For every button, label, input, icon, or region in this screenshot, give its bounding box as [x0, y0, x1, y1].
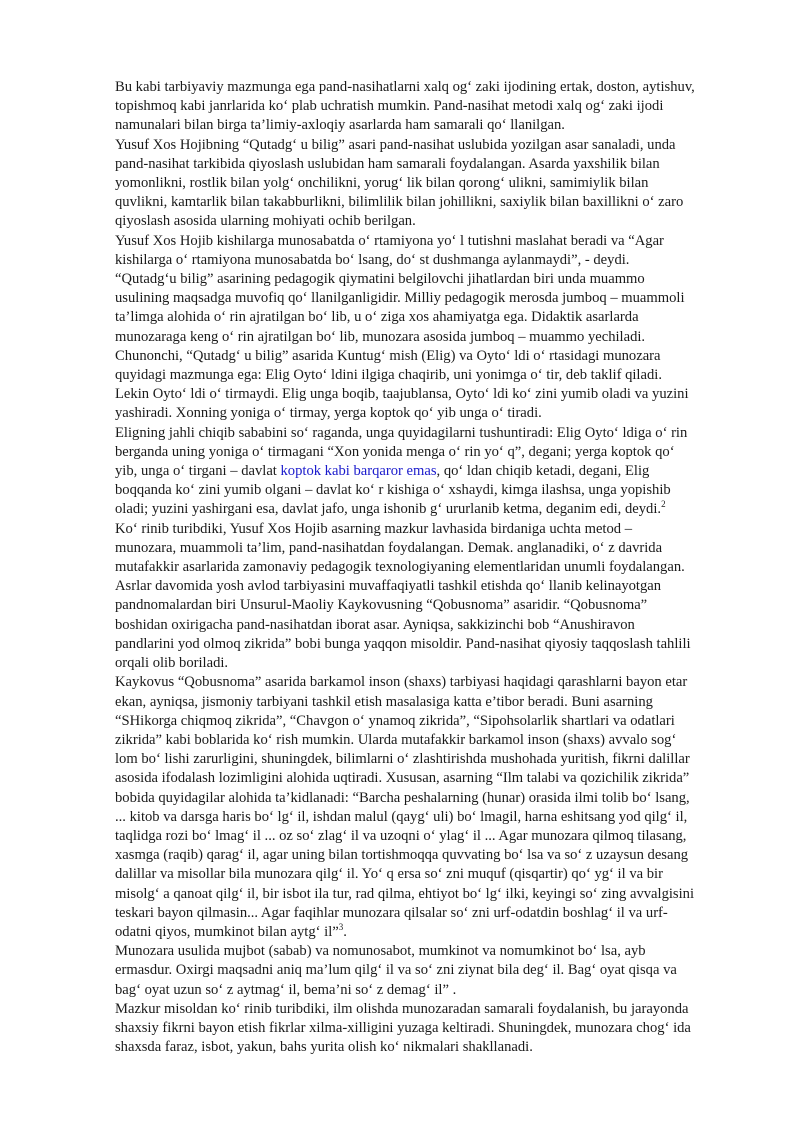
paragraph-2: Yusuf Xos Hojibning “Qutadg‘ u bilig” asari pand-nasihat uslubida yozilgan asar sanaladi, unda pand-nasihat tarkibida qiyoslash uslubidan ham samarali foydalangan. Asarda yaxshilik bilan yomonlikni, rostlik bilan yolg‘ onchilikni, yorug‘ lik bilan qorong‘ ulikni, samimiylik bilan quvlikni, kamtarlik bilan takabburlikni, bilimlilik bilan johillikni, saxiylik bilan baxillikni o‘ zaro qiyoslash asosida ularning mohiyati ochib berilgan.: [115, 136, 684, 230]
paragraph-4: “Qutadg‘u bilig” asarining pedagogik qiymatini belgilovchi jihatlardan biri unda muammo usulining maqsadga muvofiq qo‘ llanilganligidir. Milliy pedagogik merosda jumboq – muammoli ta’limga alohida o‘ rin ajratilgan bo‘ lib, u o‘ ziga xos ahamiyatga ega. Didaktik asarlarda munozaraga keng o‘ rin ajratilgan bo‘ lib, munozara asosida jumboq – muammo yechiladi. Chunonchi, “Qutadg‘ u bilig” asarida Kuntug‘ mish (Elig) va Oyto‘ ldi o‘ rtasidagi munozara quyidagi mazmunga ega: Elig Oyto‘ ldini ilgiga chaqirib, uni yonimga o‘ tir, deb taklif qiladi. Lekin Oyto‘ ldi o‘ tirmaydi. Elig unga boqib, taajublansa, Oyto‘ ldi ko‘ zini yumib oladi va yuzini yashiradi. Xonning yoniga o‘ tirmay, yerga koptok qo‘ yib unga o‘ tiradi.: [115, 271, 689, 422]
paragraph-8-text-b: .: [343, 923, 347, 940]
paragraph-1: Bu kabi tarbiyaviy mazmunga ega pand-nasihatlarni xalq og‘ zaki ijodining ertak, doston, aytishuv, topishmoq kabi janrlarida ko‘ plab uchratish mumkin. Pand-nasihat metodi xalq og‘ zaki ijodi namunalari bilan birga ta’limiy-axloqiy asarlarda ham samarali qo‘ llanilgan.: [115, 79, 695, 134]
paragraph-3: Yusuf Xos Hojib kishilarga munosabatda o‘ rtamiyona yo‘ l tutishni maslahat beradi va “Agar kishilarga o‘ rtamiyona munosabatda bo‘ lsang, do‘ st dushmanga aylanmaydi”, - deydi.: [115, 232, 664, 268]
paragraph-9: Munozara usulida mujbot (sabab) va nomunosabot, mumkinot va nomumkinot bo‘ lsa, ayb ermasdur. Oxirgi maqsadni aniq ma’lum qilg‘ il va so‘ zni ziynat bila deg‘ il. Bag‘ oyat qisqa va bag‘ oyat uzun so‘ z aytmag‘ il, bema’ni so‘ z demag‘ il” .: [115, 943, 677, 998]
paragraph-5: [115, 424, 695, 520]
paragraph-8-text-a: Kaykovus “Qobusnoma” asarida barkamol inson (shaxs) tarbiyasi haqidagi qarashlarni bayon etar ekan, ayniqsa, jismoniy tarbiyani tashkil etish masalasiga katta e’tibor beradi. Buni asarning “SHikorga chiqmoq zikrida”, “Chavgon o‘ ynamoq zikrida”, “Sipohsolarlik shartlari va odatlari zikrida” kabi boblarida ko‘ rish mumkin. Ularda mutafakkir barkamol inson (shaxs) avvalo sog‘ lom bo‘ lishi zarurligini, shuningdek, bilimlarni o‘ zlashtirishda mushohada yuritish, fikrni dalillar asosida ifodalash lozimligini alohida uqtiradi. Xususan, asarning “Ilm talabi va qozichilik zikrida” bobida quyidagilar alohida ta’kidlanadi: “Barcha peshalarning (hunar) orasida ilmi tolib bo‘ lsang, ... kitob va darsga haris bo‘ lg‘ il, ishdan malul (qayg‘ uli) bo‘ lmagil, harna eshitsang yod qilg‘ il, taqlidga rozi bo‘ lmag‘ il ... oz so‘ zlag‘ il va uzoqni o‘ ylag‘ il ... Agar munozara qilmoq tilasang, xasmga (raqib) qarag‘ il, agar uning bilan tortishmoqqa quvvating bo‘ lsa va so‘ z uzaysun desang dalillar va misollar bila munozara qilg‘ il. Yo‘ q ersa so‘ zni muquf (qisqartir) qo‘ yg‘ il va bir misolg‘ a qanoat qilg‘ il, bir isbot ila tur, rad qilma, ehtiyot bo‘ lg‘ ilki, keyingi so‘ zing avvalgisini teskari bayon qilmasin... Agar faqihlar munozara qilsalar so‘ zni urf-odatdin boshlag‘ il va urf-odatni qiyos, mumkinot bilan aytg‘ il”: [115, 674, 695, 940]
paragraph-7: Asrlar davomida yosh avlod tarbiyasini muvaffaqiyatli tashkil etishda qo‘ llanib kelinayotgan pandnomalardan biri Unsurul-Maoliy Kaykovusning “Qobusnoma” asaridir. “Qobusnoma” boshidan oxirigacha pand-nasihatdan iborat asar. Ayniqsa, sakkizinchi bob “Anushiravon pandlarini yod olmoq zikrida” bobi bunga yaqqon misoldir. Pand-nasihat qiyosiy taqqoslash tahlili orqali olib boriladi.: [115, 578, 691, 672]
paragraph-5-text-b: , qo‘ ldan chiqib ketadi, degani, Elig boqqanda ko‘ zini yumib olgani – davlat ko‘ r kishiga o‘ xshaydi, kimga ilashsa, unga yopishib oladi; yuzini yashirgani esa, davlat jafo, unga ishonib g‘ ururlanib ketma, deganim edi, deydi.: [115, 463, 671, 518]
paragraph-6: Ko‘ rinib turibdiki, Yusuf Xos Hojib asarning mazkur lavhasida birdaniga uchta metod – munozara, muammoli ta’lim, pand-nasihatdan foydalangan. Demak. anglanadiki, o‘ z davrida mutafakkir asarlarida zamonaviy pedagogik texnologiyaning elementlaridan unumli foydalangan.: [115, 520, 685, 576]
paragraph-5-text-a: Eligning jahli chiqib sababini so‘ raganda, unga quyidagilarni tushuntiradi: Elig Oyto‘ ldiga o‘ rin berganda uning yoniga o‘ tirmagani “Xon yonida menga o‘ rin yo‘ q”, degani; yerga koptok qo‘ yib, unga o‘ tirgani – davlat: [115, 424, 688, 480]
document-body: [115, 78, 695, 1057]
footnote-ref-3: 3: [338, 922, 344, 933]
footnote-ref-2: 2: [661, 499, 666, 510]
paragraph-8: [115, 673, 695, 942]
hyperlink-koptok[interactable]: koptok kabi barqaror emas: [280, 463, 437, 480]
paragraph-10: Mazkur misoldan ko‘ rinib turibdiki, ilm olishda munozaradan samarali foydalanish, bu jarayonda shaxsiy fikrni bayon etish fikrlar xilma-xilligini yuzaga keltiradi. Shuningdek, munozara chog‘ ida shaxsda faraz, isbot, yakun, bahs yurita olish ko‘ nikmalari shakllanadi.: [115, 1000, 691, 1056]
